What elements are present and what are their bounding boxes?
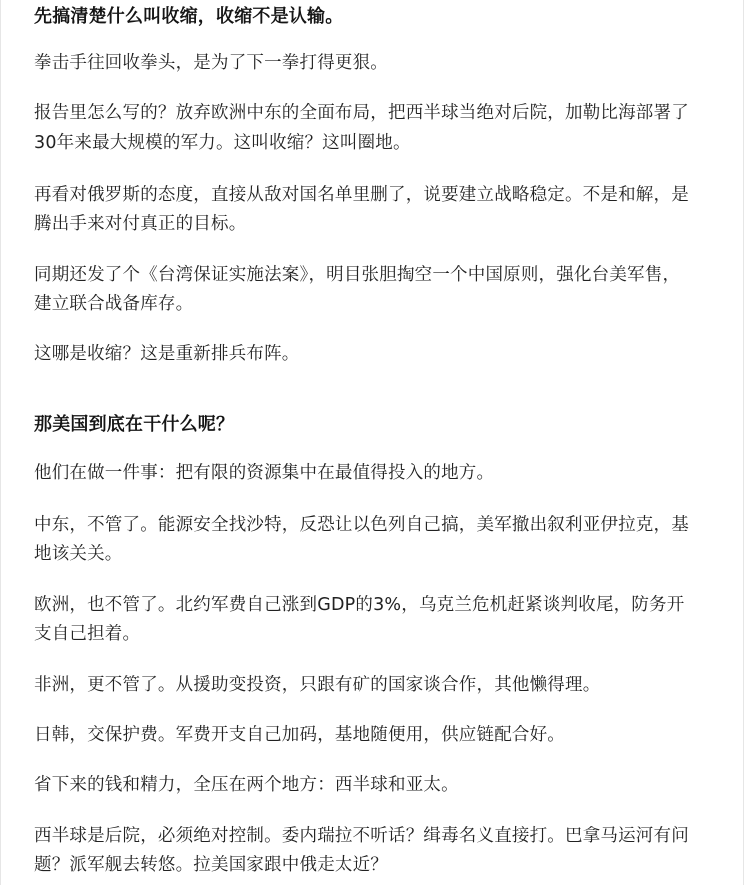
paragraph: 省下来的钱和精力，全压在两个地方：西半球和亚太。 [34,775,459,795]
paragraph-line: 欧洲，也不管了。北约军费自己涨到GDP的3%，乌克兰危机赶紧谈判收尾，防务开 [34,595,685,615]
section-heading-question: 那美国到底在干什么呢？ [34,414,235,435]
paragraph-line: 支自己担着。 [34,624,141,644]
paragraph-line: 中东，不管了。能源安全找沙特，反恐让以色列自己搞，美军撤出叙利亚伊拉克，基 [34,515,689,535]
paragraph-line: 30年来最大规模的军力。这叫收缩？这叫圈地。 [34,133,411,153]
paragraph: 拳击手往回收拳头，是为了下一拳打得更狠。 [34,53,388,73]
paragraph-line: 地该关关。 [34,544,123,564]
paragraph: 这哪是收缩？这是重新排兵布阵。 [34,344,300,364]
paragraph-line: 同期还发了个《台湾保证实施法案》，明目张胆掏空一个中国原则，强化台美军售， [34,265,681,285]
paragraph: 日韩，交保护费。军费开支自己加码，基地随便用，供应链配合好。 [34,725,565,745]
paragraph-line: 报告里怎么写的？放弃欧洲中东的全面布局，把西半球当绝对后院，加勒比海部署了 [34,103,689,123]
paragraph-line: 腾出手来对付真正的目标。 [34,214,247,234]
paragraph-line: 西半球是后院，必须绝对控制。委内瑞拉不听话？缉毒名义直接打。巴拿马运河有问 [34,826,689,846]
paragraph-line: 题？派军舰去转悠。拉美国家跟中俄走太近？ [34,855,388,875]
section-heading-contraction: 先搞清楚什么叫收缩，收缩不是认输。 [34,6,344,27]
paragraph-line: 建立联合战备库存。 [34,294,194,314]
paragraph: 非洲，更不管了。从援助变投资，只跟有矿的国家谈合作，其他懒得理。 [34,675,601,695]
paragraph: 他们在做一件事：把有限的资源集中在最值得投入的地方。 [34,463,495,483]
paragraph-line: 再看对俄罗斯的态度，直接从敌对国名单里删了，说要建立战略稳定。不是和解，是 [34,185,689,205]
